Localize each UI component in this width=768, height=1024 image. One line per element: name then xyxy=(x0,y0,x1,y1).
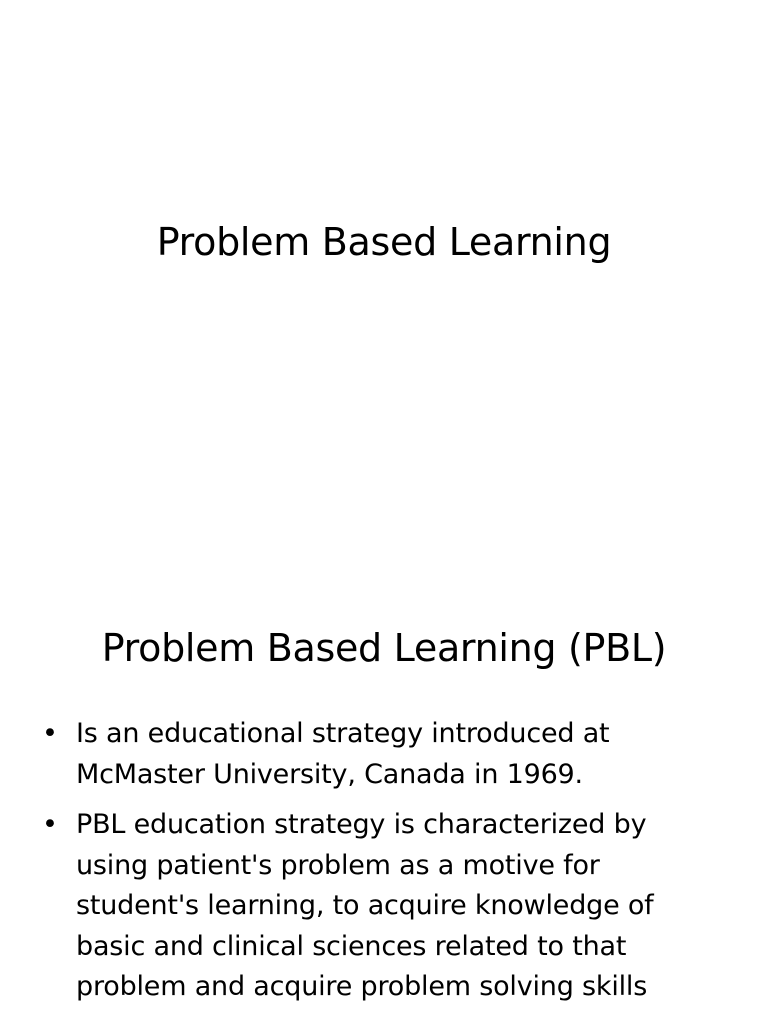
slide-title: Problem Based Learning xyxy=(156,220,612,264)
bullet-text: Is an educational strategy introduced at McMaster University, Canada in 1969. xyxy=(76,718,610,790)
bullet-marker: • xyxy=(42,809,58,840)
bullet-item xyxy=(38,714,688,795)
bullet-text: PBL education strategy is characterized by using patient's problem as a motive for student's learning, to acquire knowledge of basic and clinical sciences related to that problem and acquire problem solving skills xyxy=(76,809,654,1002)
bullet-list xyxy=(38,714,688,1018)
slide-heading: Problem Based Learning (PBL) xyxy=(101,626,667,670)
content-slide xyxy=(0,576,768,1024)
bullet-marker: • xyxy=(42,718,58,749)
bullet-item xyxy=(38,805,688,1008)
